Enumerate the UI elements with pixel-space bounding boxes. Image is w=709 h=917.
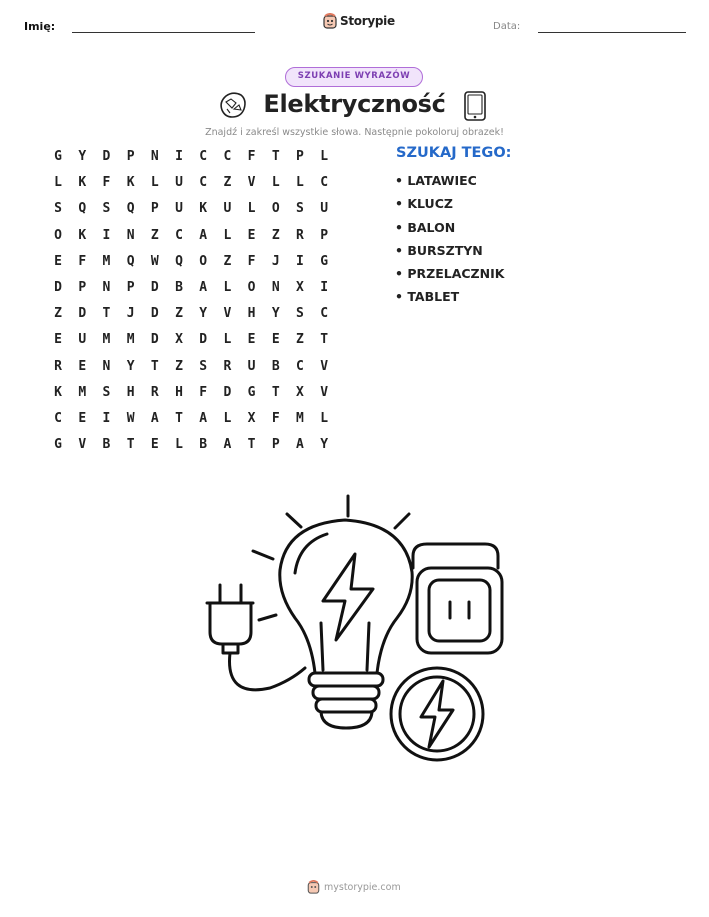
grid-cell[interactable]: Y — [271, 306, 280, 322]
grid-cell[interactable]: Q — [78, 201, 87, 217]
grid-cell[interactable]: C — [320, 306, 329, 322]
lightbulb-illustration[interactable] — [195, 488, 515, 768]
grid-cell[interactable]: B — [199, 437, 208, 453]
grid-cell[interactable]: C — [54, 410, 62, 426]
grid-cell[interactable]: H — [175, 384, 183, 400]
grid-cell[interactable]: S — [199, 358, 208, 374]
word-item: • BALON — [395, 219, 456, 235]
grid-cell[interactable]: Z — [150, 227, 159, 243]
grid-cell[interactable]: T — [247, 437, 256, 453]
grid-cell[interactable]: Q — [126, 253, 135, 269]
grid-cell[interactable]: Y — [320, 437, 329, 453]
word-list-heading: SZUKAJ TEGO: — [396, 145, 512, 161]
grid-cell[interactable]: E — [150, 437, 159, 453]
grid-cell[interactable]: T — [320, 332, 329, 348]
grid-cell[interactable]: V — [320, 358, 329, 374]
grid-cell[interactable]: X — [175, 332, 183, 348]
grid-cell[interactable]: D — [150, 279, 159, 295]
name-label: Imię: — [24, 20, 56, 33]
grid-cell[interactable]: T — [102, 306, 111, 322]
grid-cell[interactable]: I — [102, 410, 111, 426]
grid-cell[interactable]: L — [54, 175, 62, 191]
grid-cell[interactable]: K — [126, 175, 135, 191]
grid-cell[interactable]: U — [175, 201, 183, 217]
grid-cell[interactable]: M — [296, 410, 304, 426]
grid-cell[interactable]: M — [126, 332, 135, 348]
grid-cell[interactable]: E — [54, 253, 62, 269]
grid-cell[interactable]: F — [78, 253, 87, 269]
grid-cell[interactable]: R — [150, 384, 159, 400]
word-item: • PRZELACZNIK — [395, 266, 505, 282]
grid-cell[interactable]: R — [296, 227, 304, 243]
grid-cell[interactable]: H — [247, 306, 256, 322]
grid-cell[interactable]: I — [102, 227, 111, 243]
grid-cell[interactable]: L — [223, 332, 232, 348]
name-field-line[interactable] — [72, 32, 255, 33]
grid-cell[interactable]: S — [296, 201, 304, 217]
footer-url[interactable]: mystorypie.com — [324, 881, 401, 893]
grid-cell[interactable]: F — [199, 384, 208, 400]
grid-cell[interactable]: F — [247, 253, 256, 269]
grid-cell[interactable]: Y — [78, 149, 87, 164]
grid-cell[interactable]: G — [54, 149, 62, 164]
grid-cell[interactable]: L — [223, 279, 232, 295]
activity-badge: SZUKANIE WYRAZÓW — [285, 67, 423, 87]
grid-cell[interactable]: X — [296, 279, 304, 295]
grid-cell[interactable]: Y — [126, 358, 135, 374]
grid-cell[interactable]: D — [150, 306, 159, 322]
grid-cell[interactable]: K — [54, 384, 62, 400]
date-label: Data: — [493, 21, 521, 32]
grid-cell[interactable]: I — [296, 253, 304, 269]
grid-cell[interactable]: C — [320, 175, 329, 191]
word-item: • BURSZTYN — [395, 242, 483, 258]
word-item: • KLUCZ — [395, 196, 453, 212]
grid-cell[interactable]: S — [54, 201, 62, 217]
grid-cell[interactable]: Z — [223, 175, 232, 191]
grid-cell[interactable]: T — [150, 358, 159, 374]
grid-cell[interactable]: A — [199, 410, 208, 426]
grid-cell[interactable]: E — [78, 410, 87, 426]
grid-cell[interactable]: D — [223, 384, 232, 400]
grid-cell[interactable]: F — [247, 149, 256, 164]
grid-cell[interactable]: O — [54, 227, 62, 243]
grid-cell[interactable]: W — [126, 410, 135, 426]
grid-cell[interactable]: G — [247, 384, 256, 400]
grid-cell[interactable]: S — [296, 306, 304, 322]
grid-cell[interactable]: M — [102, 253, 111, 269]
grid-cell[interactable]: B — [271, 358, 280, 374]
grid-cell[interactable]: J — [126, 306, 135, 322]
grid-cell[interactable]: D — [102, 149, 111, 164]
brand-name: Storypie — [340, 14, 395, 28]
grid-cell[interactable]: N — [102, 279, 111, 295]
grid-cell[interactable]: E — [54, 332, 62, 348]
grid-cell[interactable]: V — [320, 384, 329, 400]
grid-cell[interactable]: U — [175, 175, 183, 191]
grid-cell[interactable]: E — [247, 227, 256, 243]
grid-cell[interactable]: O — [247, 279, 256, 295]
grid-cell[interactable]: V — [247, 175, 256, 191]
grid-cell[interactable]: R — [223, 358, 232, 374]
grid-cell[interactable]: T — [271, 384, 280, 400]
grid-cell[interactable]: L — [223, 410, 232, 426]
word-item: • LATAWIEC — [395, 173, 477, 188]
grid-cell[interactable]: J — [271, 253, 280, 269]
grid-cell[interactable]: V — [78, 437, 87, 453]
grid-cell[interactable]: Z — [223, 253, 232, 269]
word-search-grid[interactable] — [46, 147, 336, 461]
footer — [307, 880, 401, 894]
grid-cell[interactable]: C — [175, 227, 183, 243]
grid-cell[interactable]: Z — [175, 306, 183, 322]
grid-cell[interactable]: Y — [199, 306, 208, 322]
grid-cell[interactable]: I — [175, 149, 183, 164]
storypie-logo-icon — [323, 13, 337, 29]
grid-cell[interactable]: M — [78, 384, 87, 400]
grid-cell[interactable]: U — [247, 358, 256, 374]
grid-cell[interactable]: W — [150, 253, 159, 269]
grid-cell[interactable]: C — [199, 149, 208, 164]
storypie-logo-icon — [307, 880, 320, 894]
grid-cell[interactable]: Z — [54, 306, 62, 322]
grid-cell[interactable]: D — [54, 279, 62, 295]
grid-cell[interactable]: K — [78, 175, 87, 191]
grid-cell[interactable]: L — [223, 227, 232, 243]
instructions: Znajdź i zakreśl wszystkie słowa. Następnie pokoloruj obrazek! — [205, 127, 504, 138]
grid-cell[interactable]: R — [54, 358, 62, 374]
grid-cell[interactable]: C — [223, 149, 232, 164]
grid-cell[interactable]: L — [247, 201, 256, 217]
grid-cell[interactable]: T — [271, 149, 280, 164]
grid-cell[interactable]: L — [320, 149, 329, 164]
grid-cell[interactable]: B — [175, 279, 183, 295]
socket-icon — [413, 544, 502, 653]
grid-cell[interactable]: T — [175, 410, 183, 426]
brand-logo — [323, 13, 395, 29]
grid-cell[interactable]: P — [271, 437, 280, 453]
grid-cell[interactable]: P — [126, 279, 135, 295]
page-title: Elektryczność — [263, 90, 446, 118]
grid-cell[interactable]: X — [296, 384, 304, 400]
grid-cell[interactable]: L — [271, 175, 280, 191]
grid-cell[interactable]: L — [150, 175, 159, 191]
grid-cell[interactable]: M — [102, 332, 111, 348]
grid-cell[interactable]: U — [223, 201, 232, 217]
grid-cell[interactable]: S — [102, 201, 111, 217]
grid-cell[interactable]: L — [175, 437, 183, 453]
grid-cell[interactable]: C — [296, 358, 304, 374]
grid-cell[interactable]: N — [271, 279, 280, 295]
grid-cell[interactable]: N — [102, 358, 111, 374]
date-field-line[interactable] — [538, 32, 686, 33]
grid-cell[interactable]: B — [102, 437, 111, 453]
grid-cell[interactable]: K — [78, 227, 87, 243]
grid-cell[interactable]: O — [271, 201, 280, 217]
grid-cell[interactable]: S — [102, 384, 111, 400]
grid-cell[interactable]: A — [296, 437, 304, 453]
grid-cell[interactable]: I — [320, 279, 329, 295]
grid-cell[interactable]: Q — [175, 253, 183, 269]
grid-cell[interactable]: A — [150, 410, 159, 426]
grid-cell[interactable]: F — [102, 175, 111, 191]
grid-cell[interactable]: P — [320, 227, 329, 243]
grid-cell[interactable]: Z — [296, 332, 304, 348]
grid-cell[interactable]: Z — [271, 227, 280, 243]
grid-cell[interactable]: U — [320, 201, 329, 217]
grid-cell[interactable]: U — [78, 332, 87, 348]
grid-cell[interactable]: E — [78, 358, 87, 374]
tablet-icon — [462, 90, 488, 122]
grid-cell[interactable]: K — [199, 201, 208, 217]
grid-cell[interactable]: N — [150, 149, 159, 164]
grid-cell[interactable]: T — [126, 437, 135, 453]
grid-cell[interactable]: P — [296, 149, 304, 164]
grid-cell[interactable]: E — [247, 332, 256, 348]
grid-cell[interactable]: D — [199, 332, 208, 348]
grid-cell[interactable]: E — [271, 332, 280, 348]
grid-cell[interactable]: V — [223, 306, 232, 322]
grid-cell[interactable]: L — [320, 410, 329, 426]
lightning-badge-icon — [391, 668, 483, 760]
grid-cell[interactable]: F — [271, 410, 280, 426]
grid-cell[interactable]: H — [126, 384, 135, 400]
grid-cell[interactable]: C — [199, 175, 208, 191]
grid-cell[interactable]: A — [199, 227, 208, 243]
grid-cell[interactable]: A — [223, 437, 232, 453]
grid-cell[interactable]: L — [296, 175, 304, 191]
grid-cell[interactable]: P — [126, 149, 135, 164]
grid-cell[interactable]: D — [78, 306, 87, 322]
grid-cell[interactable]: Z — [175, 358, 183, 374]
grid-cell[interactable]: X — [247, 410, 256, 426]
word-list — [395, 171, 504, 311]
grid-cell[interactable]: Q — [126, 201, 135, 217]
grid-cell[interactable]: G — [320, 253, 329, 269]
word-item: • TABLET — [395, 289, 460, 305]
grid-cell[interactable]: N — [126, 227, 135, 243]
grid-cell[interactable]: D — [150, 332, 159, 348]
bulb-icon — [280, 520, 412, 728]
grid-cell[interactable]: G — [54, 437, 62, 453]
grid-cell[interactable]: O — [199, 253, 208, 269]
grid-cell[interactable]: P — [78, 279, 87, 295]
grid-cell[interactable]: P — [150, 201, 159, 217]
grid-cell[interactable]: A — [199, 279, 208, 295]
